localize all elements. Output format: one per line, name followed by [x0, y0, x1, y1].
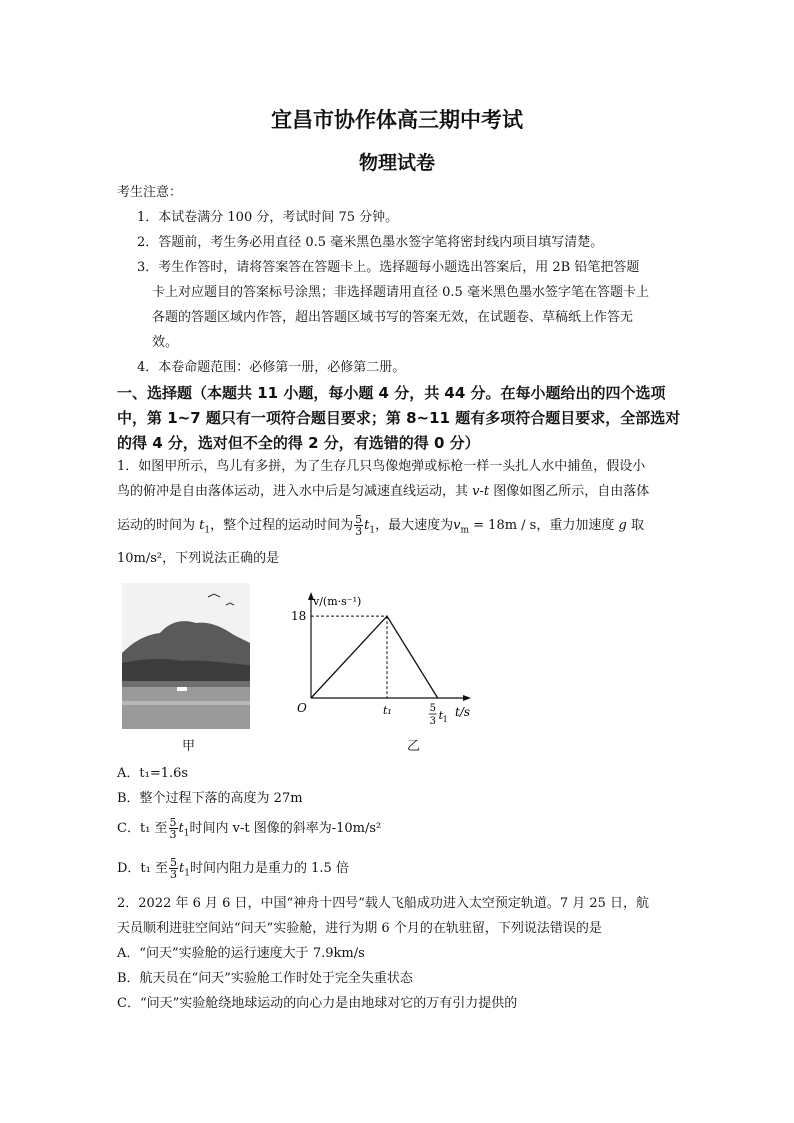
fraction: $\frac{5}{3}$ — [355, 513, 363, 538]
vt-chart — [287, 590, 487, 750]
exam-title: 宜昌市协作体高三期中考试 — [271, 108, 523, 132]
figure-caption-yi: 乙 — [407, 739, 421, 754]
bird-diving-photo — [122, 583, 250, 729]
q1-line: 10m/s²，下列说法正确的是 — [117, 551, 280, 566]
series-line — [311, 616, 438, 698]
tick-label-t1: t₁ — [383, 704, 392, 717]
notice-heading: 考生注意： — [117, 185, 183, 200]
notice-item: 效。 — [152, 335, 179, 350]
notice-item: 3．考生作答时，请将答案答在答题卡上。选择题每小题选出答案后，用 2B 铅笔把答题 — [137, 260, 640, 275]
notice-item: 各题的答题区域内作答，超出答题区域书写的答案无效，在试题卷、草稿纸上作答无 — [152, 310, 634, 325]
q2-line: 天员顺利进驻空间站“问天”实验舱，进行为期 6 个月的在轨驻留，下列说法错误的是 — [117, 921, 602, 936]
section-heading-line: 一、选择题（本题共 11 小题，每小题 4 分，共 44 分。在每小题给出的四个选项 — [117, 384, 666, 402]
figure-caption-jia: 甲 — [182, 739, 196, 754]
svg-text:5: 5 — [429, 703, 437, 714]
notice-item: 卡上对应题目的答案标号涂黑；非选择题请用直径 0.5 毫米黑色墨水签字笔在答题卡上 — [152, 285, 649, 300]
option-b: B．整个过程下落的高度为 27m — [117, 791, 303, 806]
option-c: C．t₁ 至 $\frac{5}{3}$ $t_1$时间内 v-t 图像的斜率为-10m/s² — [117, 816, 382, 841]
option-a: A．t₁=1.6s — [117, 766, 189, 781]
q1-line: 鸟的俯冲是自由落体运动，进入水中后是匀减速直线运动，其 v-t 图像如图乙所示，自由落体 — [117, 484, 650, 499]
svg-text:t: t — [438, 709, 444, 722]
option-b: B．航天员在“问天”实验舱工作时处于完全失重状态 — [117, 971, 413, 986]
q1-line: 1．如图甲所示，鸟儿有多拼，为了生存几只鸟像炮弹或标枪一样一头扎人水中捕鱼，假设小 — [117, 459, 646, 474]
notice-item: 1．本试卷满分 100 分，考试时间 75 分钟。 — [137, 210, 399, 225]
q1-line: 运动的时间为 $t_1$，整个过程的运动时间为 $\frac{5}{3}$ $t_1$，最大速度为$v_m = 18m / s$，重力加速度 g 取 — [117, 513, 644, 538]
section-heading-line: 中，第 1~7 题只有一项符合题目要求；第 8~11 题有多项符合题目要求，全部选对 — [117, 409, 681, 427]
q2-line: 2．2022 年 6 月 6 日，中国“神舟十四号”载人飞船成功进入太空预定轨道。7 月 25 日，航 — [117, 896, 650, 911]
tick-label-origin: O — [297, 701, 307, 715]
tick-label-five-thirds-t1 — [429, 703, 448, 727]
x-axis-arrow — [463, 695, 471, 701]
y-axis-label: v/(m·s⁻¹) — [313, 595, 362, 608]
exam-subtitle: 物理试卷 — [358, 152, 435, 174]
x-axis-label: t/s — [455, 705, 471, 719]
section-heading-line: 的得 4 分，选对但不全的得 2 分，有选错的得 0 分） — [117, 434, 480, 452]
option-c: C．“问天”实验舱绕地球运动的向心力是由地球对它的万有引力提供的 — [117, 996, 518, 1011]
option-a: A．“问天”实验舱的运行速度大于 7.9km/s — [117, 946, 365, 961]
tick-label-18: 18 — [291, 609, 307, 624]
svg-text:1: 1 — [442, 715, 448, 724]
svg-text:3: 3 — [429, 716, 437, 727]
notice-item: 2．答题前，考生务必用直径 0.5 毫米黑色墨水签字笔将密封线内项目填写清楚。 — [137, 235, 604, 250]
notice-item: 4．本卷命题范围：必修第一册，必修第二册。 — [137, 360, 406, 375]
option-d: D．t₁ 至 $\frac{5}{3}$ $t_1$时间内阻力是重力的 1.5 倍 — [117, 856, 349, 881]
